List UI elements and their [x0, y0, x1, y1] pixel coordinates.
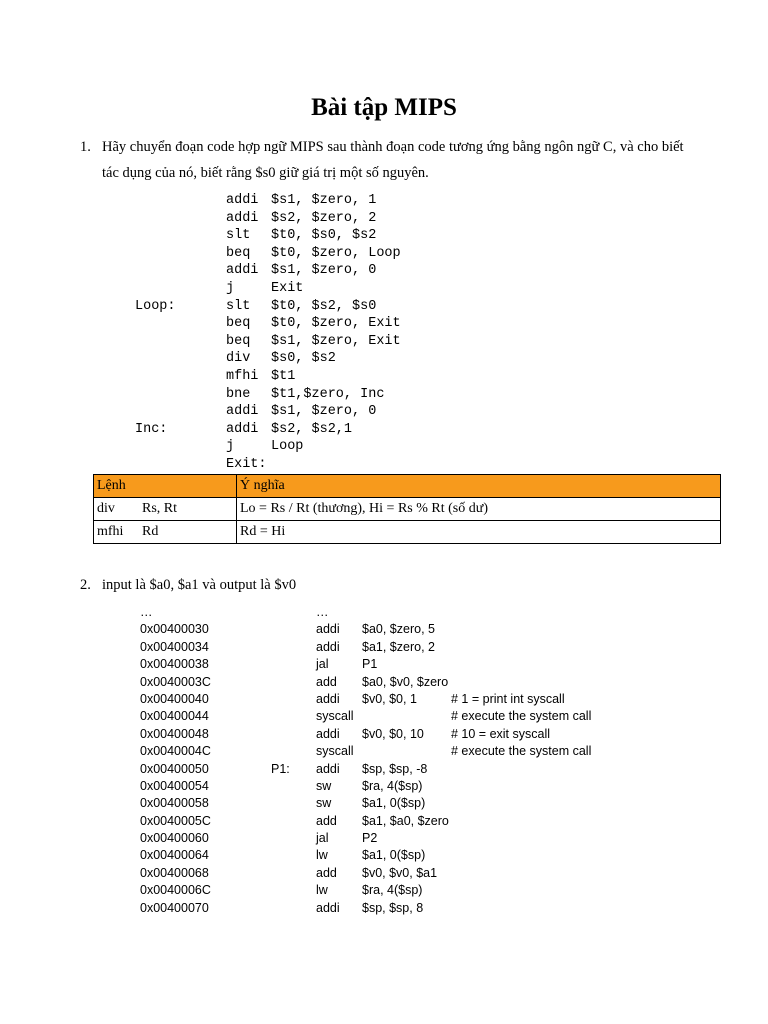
code-instruction: addi	[226, 404, 259, 420]
table-row	[94, 521, 721, 544]
question-2	[80, 572, 720, 598]
page-title: Bài tập MIPS	[311, 94, 457, 121]
code-instruction: add	[316, 674, 337, 689]
question-1-line-2: tác dụng của nó, biết rằng $s0 giữ giá trị một số nguyên.	[102, 165, 429, 181]
question-2-line-1: input là $a0, $a1 và output là $v0	[102, 577, 297, 593]
code-operands: $t0, $zero, Exit	[271, 316, 401, 332]
code-instruction: lw	[316, 883, 328, 898]
code-label: Inc:	[135, 421, 168, 437]
code-instruction: addi	[316, 726, 340, 741]
code-comment: # 1 = print int syscall	[451, 691, 565, 706]
code-operands: $a1, 0($sp)	[362, 848, 426, 863]
code-instruction: beq	[226, 333, 251, 349]
code-instruction: …	[316, 605, 329, 619]
code-operands: Exit	[271, 280, 304, 296]
code-instruction: addi	[226, 210, 259, 226]
code-comment: # execute the system call	[451, 744, 592, 759]
code-instruction: sw	[316, 778, 332, 793]
code-address: 0x0040005C	[140, 813, 211, 828]
code-instruction: beq	[226, 245, 251, 261]
table-cell-meaning: Lo = Rs / Rt (thương), Hi = Rs % Rt (số dư)	[237, 498, 721, 521]
table-header-command: Lệnh	[94, 475, 237, 498]
code-address: 0x00400054	[140, 778, 209, 793]
code-instruction: lw	[316, 848, 328, 863]
table-cell-command-args: Rs, Rt	[142, 501, 178, 516]
code-operands: $v0, $v0, $a1	[362, 865, 438, 880]
code-comment: # 10 = exit syscall	[451, 726, 551, 741]
code-address: 0x00400070	[140, 900, 209, 915]
code-instruction: j	[226, 280, 235, 296]
code-operands: $s0, $s2	[271, 351, 336, 367]
code-instruction: mfhi	[226, 368, 259, 384]
code-address: …	[140, 605, 153, 619]
code-address: 0x00400030	[140, 622, 209, 637]
code-address: 0x0040004C	[140, 744, 211, 759]
code-operands: $s2, $zero, 2	[271, 210, 377, 226]
question-1	[80, 134, 720, 186]
code-instruction: syscall	[316, 744, 354, 759]
code-operands: $ra, 4($sp)	[362, 883, 423, 898]
code-operands: $t0, $s0, $s2	[271, 228, 377, 244]
code-operands: $s2, $s2,1	[271, 421, 353, 437]
code-operands: $t0, $zero, Loop	[271, 245, 401, 261]
instruction-table	[93, 474, 721, 544]
code-address: 0x00400058	[140, 796, 209, 811]
code-instruction: addi	[316, 622, 340, 637]
code-comment: # execute the system call	[451, 709, 592, 724]
code-operands: $sp, $sp, 8	[362, 900, 424, 915]
table-header-row	[94, 475, 721, 498]
table-cell-command	[94, 498, 237, 521]
table-cell-command-args: Rd	[142, 524, 159, 539]
code-label: Loop:	[135, 298, 176, 314]
code-operands: P1	[362, 657, 378, 672]
code-operands: $v0, $0, 10	[362, 726, 424, 741]
code-operands: $a1, $zero, 2	[362, 639, 435, 654]
code-instruction: jal	[316, 831, 329, 846]
code-label: P1:	[271, 761, 290, 776]
code-instruction: addi	[226, 263, 259, 279]
code-instruction: beq	[226, 316, 251, 332]
code-instruction: addi	[316, 691, 340, 706]
code-address: 0x00400038	[140, 657, 209, 672]
code-instruction: slt	[226, 298, 251, 314]
code-instruction: add	[316, 865, 337, 880]
code-instruction: sw	[316, 796, 332, 811]
code-address: 0x00400034	[140, 639, 209, 654]
code-operands: $v0, $0, 1	[362, 691, 417, 706]
table-cell-command	[94, 521, 237, 544]
code-address: 0x00400044	[140, 709, 209, 724]
code-address: 0x0040006C	[140, 883, 211, 898]
code-operands: $s1, $zero, 0	[271, 263, 377, 279]
code-instruction: j	[226, 439, 235, 455]
code-operands: $t1	[271, 368, 296, 384]
question-1-number: 1.	[80, 139, 91, 155]
code-instruction: addi	[316, 900, 340, 915]
code-instruction: addi	[316, 639, 340, 654]
table-cell-command-name: mfhi	[97, 524, 124, 539]
question-2-number: 2.	[80, 577, 91, 593]
code-instruction: addi	[226, 421, 259, 437]
code-address: 0x00400068	[140, 865, 209, 880]
table-row	[94, 498, 721, 521]
code-address: 0x00400040	[140, 691, 209, 706]
code-address: 0x0040003C	[140, 674, 211, 689]
code-operands: $s1, $zero, 1	[271, 193, 377, 208]
code-operands: Loop	[271, 439, 304, 455]
question-1-line-1: Hãy chuyển đoạn code hợp ngữ MIPS sau thành đoạn code tương ứng bằng ngôn ngữ C, và cho biết	[102, 139, 684, 155]
code-address: 0x00400064	[140, 848, 209, 863]
code-instruction: syscall	[316, 709, 354, 724]
code-address: 0x00400060	[140, 831, 209, 846]
table-cell-meaning: Rd = Hi	[237, 521, 721, 544]
code-operands: $a1, $a0, $zero	[362, 813, 449, 828]
code-operands: $ra, 4($sp)	[362, 778, 423, 793]
code-instruction: bne	[226, 386, 251, 402]
code-instruction: slt	[226, 228, 251, 244]
code-operands: $s1, $zero, 0	[271, 404, 377, 420]
code-operands: $a0, $v0, $zero	[362, 674, 449, 689]
code-operands: $t1,$zero, Inc	[271, 386, 385, 402]
table-cell-command-name: div	[97, 501, 115, 516]
code-address: 0x00400050	[140, 761, 209, 776]
code-instruction: addi	[226, 193, 259, 208]
table-header-meaning: Ý nghĩa	[237, 475, 721, 498]
code-instruction: Exit:	[226, 456, 267, 472]
code-instruction: div	[226, 351, 251, 367]
code-address: 0x00400048	[140, 726, 209, 741]
code-operands: $a1, 0($sp)	[362, 796, 426, 811]
code-operands: $s1, $zero, Exit	[271, 333, 401, 349]
code-operands: $sp, $sp, -8	[362, 761, 428, 776]
code-operands: $a0, $zero, 5	[362, 622, 435, 637]
code-instruction: addi	[316, 761, 340, 776]
code-instruction: jal	[316, 657, 329, 672]
code-instruction: add	[316, 813, 337, 828]
code-operands: $t0, $s2, $s0	[271, 298, 377, 314]
code-operands: P2	[362, 831, 378, 846]
